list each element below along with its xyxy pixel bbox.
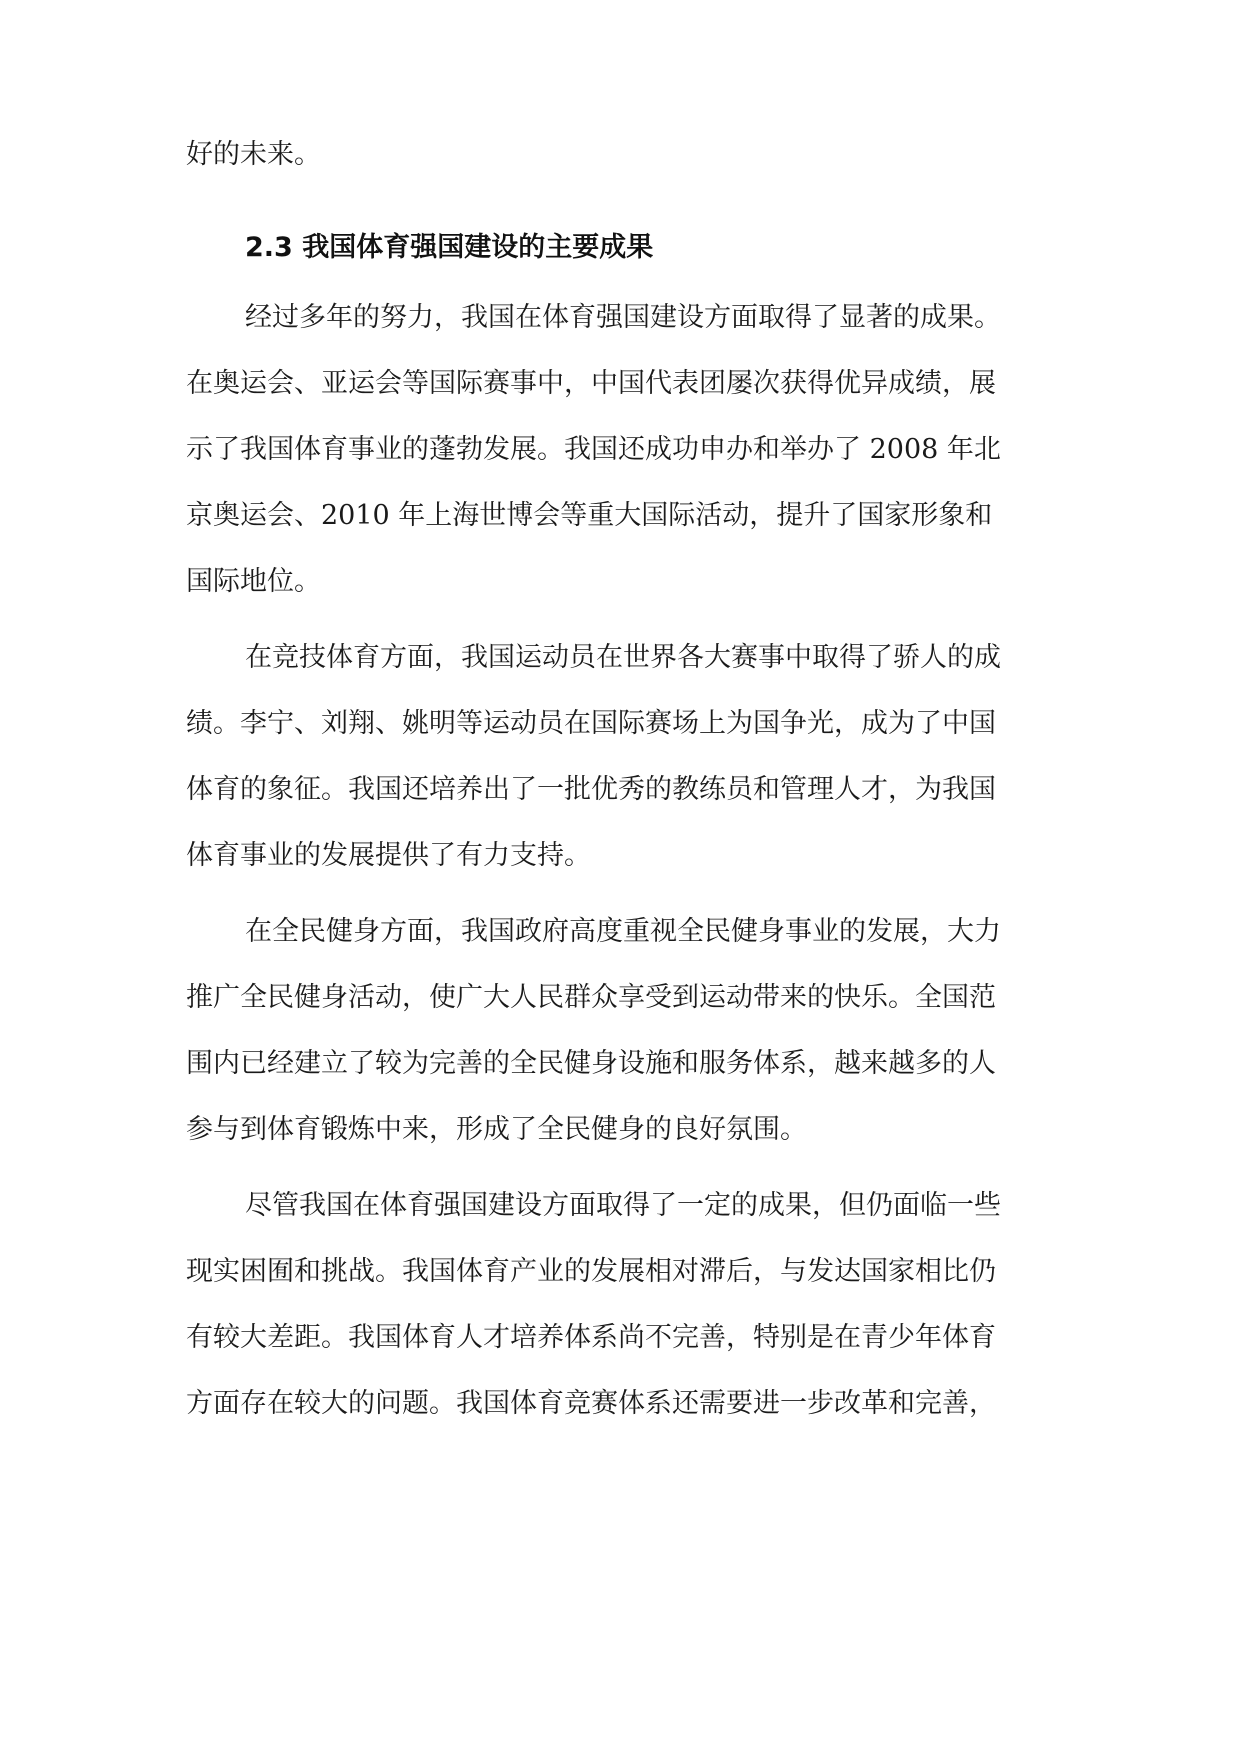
paragraph-line: 有较大差距。我国体育人才培养体系尚不完善，特别是在青少年体育 (186, 1322, 996, 1353)
paragraph-line: 现实困囿和挑战。我国体育产业的发展相对滞后，与发达国家相比仍 (186, 1256, 996, 1287)
paragraph-line: 方面存在较大的问题。我国体育竞赛体系还需要进一步改革和完善， (186, 1388, 996, 1419)
paragraph-line: 体育的象征。我国还培养出了一批优秀的教练员和管理人才，为我国 (186, 774, 996, 805)
paragraph-line: 在全民健身方面，我国政府高度重视全民健身事业的发展，大力 (245, 916, 1001, 947)
section-heading: 2.3 我国体育强国建设的主要成果 (245, 232, 654, 263)
paragraph-line: 围内已经建立了较为完善的全民健身设施和服务体系，越来越多的人 (186, 1048, 996, 1079)
paragraph-line: 京奥运会、2010 年上海世博会等重大国际活动，提升了国家形象和 (186, 500, 993, 531)
paragraph-line: 经过多年的努力，我国在体育强国建设方面取得了显著的成果。 (245, 302, 1001, 333)
paragraph-line: 尽管我国在体育强国建设方面取得了一定的成果，但仍面临一些 (245, 1190, 1001, 1221)
paragraph-line: 国际地位。 (186, 566, 321, 597)
paragraph-line: 示了我国体育事业的蓬勃发展。我国还成功申办和举办了 2008 年北 (186, 434, 1001, 465)
paragraph-line: 在奥运会、亚运会等国际赛事中，中国代表团屡次获得优异成绩，展 (186, 368, 996, 399)
paragraph-line: 参与到体育锻炼中来，形成了全民健身的良好氛围。 (186, 1114, 807, 1145)
continuation-line: 好的未来。 (186, 139, 321, 170)
paragraph-line: 在竞技体育方面，我国运动员在世界各大赛事中取得了骄人的成 (245, 642, 1001, 673)
paragraph-line: 推广全民健身活动，使广大人民群众享受到运动带来的快乐。全国范 (186, 982, 996, 1013)
paragraph-line: 绩。李宁、刘翔、姚明等运动员在国际赛场上为国争光，成为了中国 (186, 708, 996, 739)
paragraph-line: 体育事业的发展提供了有力支持。 (186, 840, 591, 871)
